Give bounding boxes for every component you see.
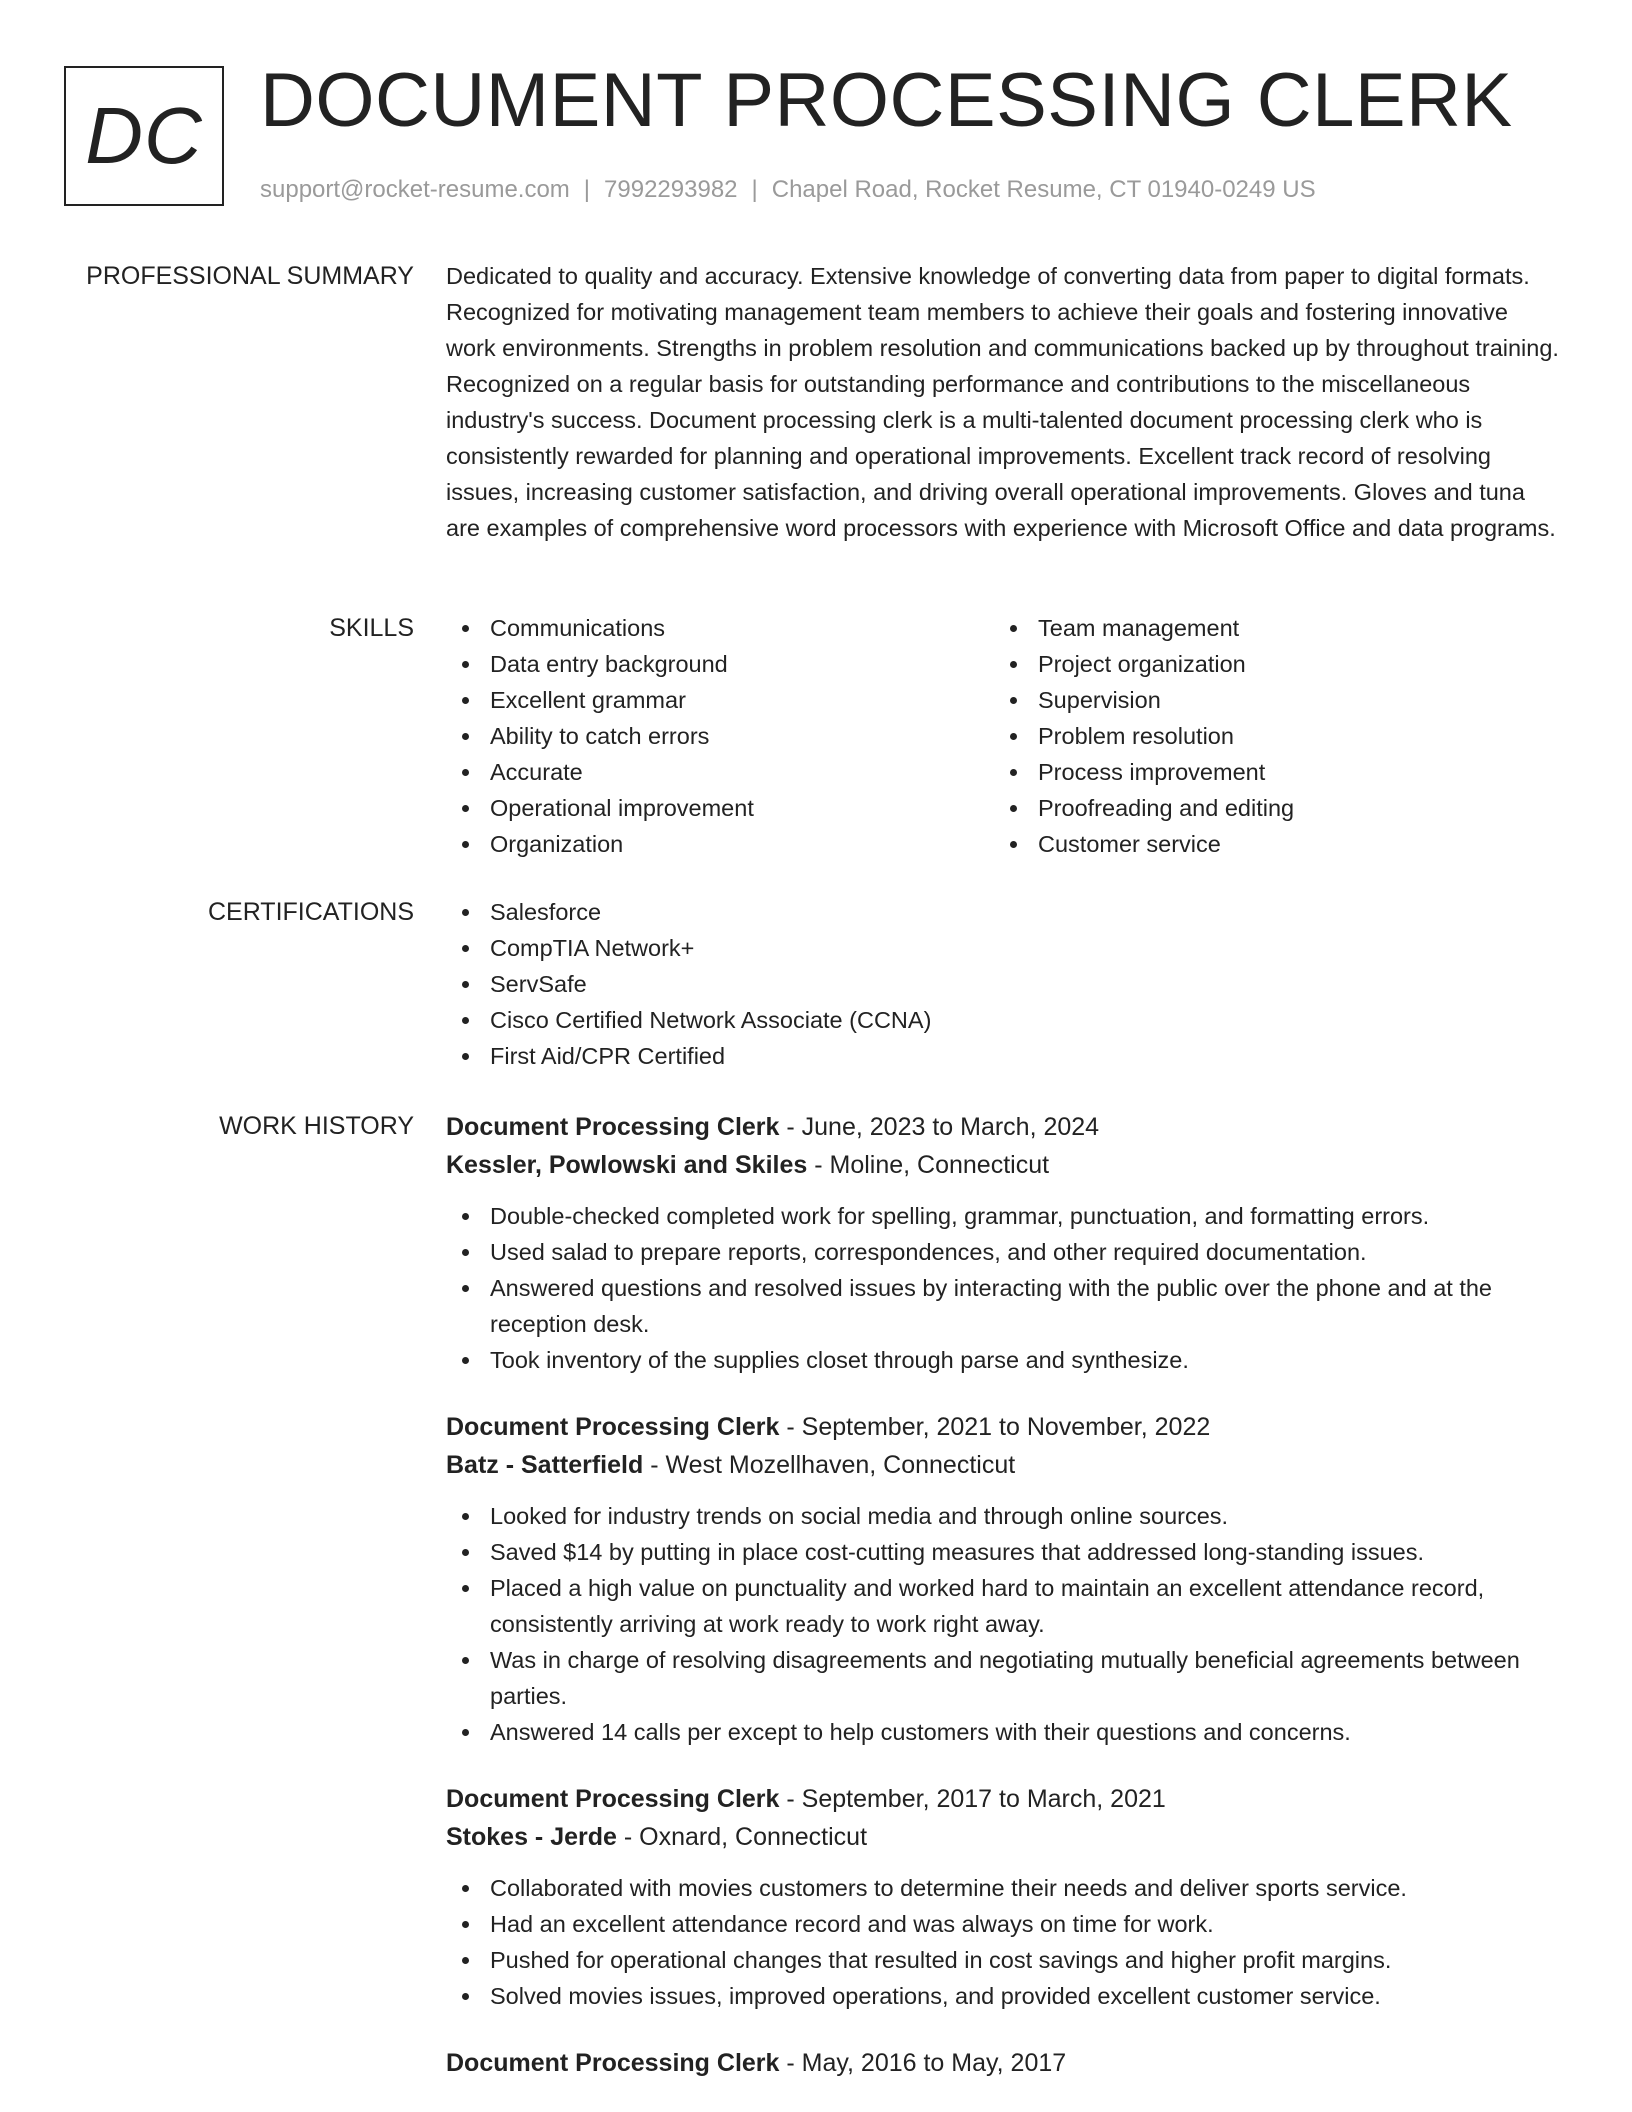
- job-company-line: [446, 1446, 1562, 1484]
- contact-separator: |: [751, 176, 758, 203]
- list-item: Answered questions and resolved issues by interacting with the public over the phone and at the reception desk.: [446, 1270, 1562, 1342]
- job-title-line: [446, 2044, 1562, 2082]
- skills-list-left: [446, 610, 994, 862]
- list-item: Answered 14 calls per except to help customers with their questions and concerns.: [446, 1714, 1562, 1750]
- contact-address: Chapel Road, Rocket Resume, CT 01940-0249 US: [771, 176, 1316, 203]
- job-dates: - May, 2016 to May, 2017: [779, 2049, 1067, 2077]
- job-company: Stokes - Jerde: [446, 1823, 617, 1851]
- certifications-list: [446, 894, 1562, 1074]
- job-duties: [446, 1870, 1562, 2014]
- list-item: ServSafe: [446, 966, 1562, 1002]
- job-entry: [446, 1780, 1562, 2014]
- job-duties: [446, 1198, 1562, 1378]
- resume-title: DOCUMENT PROCESSING CLERK: [260, 58, 1513, 143]
- monogram-logo: DC: [64, 66, 224, 206]
- list-item: Proofreading and editing: [994, 790, 1542, 826]
- job-title-line: [446, 1108, 1562, 1146]
- job-title-line: [446, 1780, 1562, 1818]
- job-location: - Moline, Connecticut: [807, 1151, 1050, 1179]
- job-company: Batz - Satterfield: [446, 1451, 644, 1479]
- contact-line: [260, 174, 1316, 206]
- list-item: Cisco Certified Network Associate (CCNA): [446, 1002, 1562, 1038]
- summary-text: Dedicated to quality and accuracy. Extensive knowledge of converting data from paper to digital formats. Recognized for motivating management team members to achieve their goals and fostering innovative work environments. Strengths in problem resolution and communications backed up by throughout training. Recognized on a regular basis for outstanding performance and contributions to the miscellaneous industry's success. Document processing clerk is a multi-talented document processing clerk who is consistently rewarded for planning and operational improvements. Excellent track record of resolving issues, increasing customer satisfaction, and driving overall operational improvements. Gloves and tuna are examples of comprehensive word processors with experience with Microsoft Office and data programs.: [446, 263, 1559, 541]
- list-item: Used salad to prepare reports, correspondences, and other required documentation.: [446, 1234, 1562, 1270]
- job-role: Document Processing Clerk: [446, 2049, 780, 2077]
- job-title-line: [446, 1408, 1562, 1446]
- list-item: Team management: [994, 610, 1542, 646]
- job-company-line: [446, 1146, 1562, 1184]
- summary-label: PROFESSIONAL SUMMARY: [86, 262, 414, 290]
- certifications-label: CERTIFICATIONS: [207, 898, 414, 926]
- list-item: Accurate: [446, 754, 994, 790]
- job-dates: - September, 2017 to March, 2021: [779, 1785, 1166, 1813]
- list-item: Organization: [446, 826, 994, 862]
- job-company-line: [446, 1818, 1562, 1856]
- list-item: Placed a high value on punctuality and worked hard to maintain an excellent attendance record, consistently arriving at work ready to work right away.: [446, 1570, 1562, 1642]
- job-dates: - September, 2021 to November, 2022: [779, 1413, 1211, 1441]
- contact-separator: |: [583, 176, 591, 203]
- job-duties: [446, 1498, 1562, 1750]
- list-item: Ability to catch errors: [446, 718, 994, 754]
- list-item: Data entry background: [446, 646, 994, 682]
- skills-list-right: [994, 610, 1542, 862]
- list-item: Process improvement: [994, 754, 1542, 790]
- list-item: First Aid/CPR Certified: [446, 1038, 1562, 1074]
- list-item: Communications: [446, 610, 994, 646]
- list-item: Project organization: [994, 646, 1542, 682]
- skills-label: SKILLS: [329, 614, 414, 642]
- job-dates: - June, 2023 to March, 2024: [779, 1113, 1100, 1141]
- list-item: Customer service: [994, 826, 1542, 862]
- list-item: Saved $14 by putting in place cost-cutting measures that addressed long-standing issues.: [446, 1534, 1562, 1570]
- list-item: Had an excellent attendance record and was always on time for work.: [446, 1906, 1562, 1942]
- list-item: Operational improvement: [446, 790, 994, 826]
- list-item: Supervision: [994, 682, 1542, 718]
- job-entry: [446, 1408, 1562, 1750]
- list-item: Looked for industry trends on social media and through online sources.: [446, 1498, 1562, 1534]
- job-location: - West Mozellhaven, Connecticut: [643, 1451, 1016, 1479]
- job-entry: [446, 2044, 1562, 2082]
- job-entry: [446, 1108, 1562, 1378]
- list-item: Pushed for operational changes that resulted in cost savings and higher profit margins.: [446, 1942, 1562, 1978]
- list-item: Problem resolution: [994, 718, 1542, 754]
- list-item: Salesforce: [446, 894, 1562, 930]
- list-item: CompTIA Network+: [446, 930, 1562, 966]
- list-item: Collaborated with movies customers to determine their needs and deliver sports service.: [446, 1870, 1562, 1906]
- list-item: Solved movies issues, improved operations, and provided excellent customer service.: [446, 1978, 1562, 2014]
- job-location: - Oxnard, Connecticut: [616, 1823, 868, 1851]
- list-item: Was in charge of resolving disagreements and negotiating mutually beneficial agreements between parties.: [446, 1642, 1562, 1714]
- list-item: Excellent grammar: [446, 682, 994, 718]
- job-role: Document Processing Clerk: [446, 1785, 780, 1813]
- contact-email[interactable]: support@rocket-resume.com: [260, 176, 570, 203]
- job-role: Document Processing Clerk: [446, 1413, 780, 1441]
- list-item: Took inventory of the supplies closet through parse and synthesize.: [446, 1342, 1562, 1378]
- job-company: Kessler, Powlowski and Skiles: [446, 1151, 808, 1179]
- job-role: Document Processing Clerk: [446, 1113, 780, 1141]
- contact-phone[interactable]: 7992293982: [604, 176, 738, 203]
- work-history-label: WORK HISTORY: [219, 1112, 414, 1140]
- list-item: Double-checked completed work for spelling, grammar, punctuation, and formatting errors.: [446, 1198, 1562, 1234]
